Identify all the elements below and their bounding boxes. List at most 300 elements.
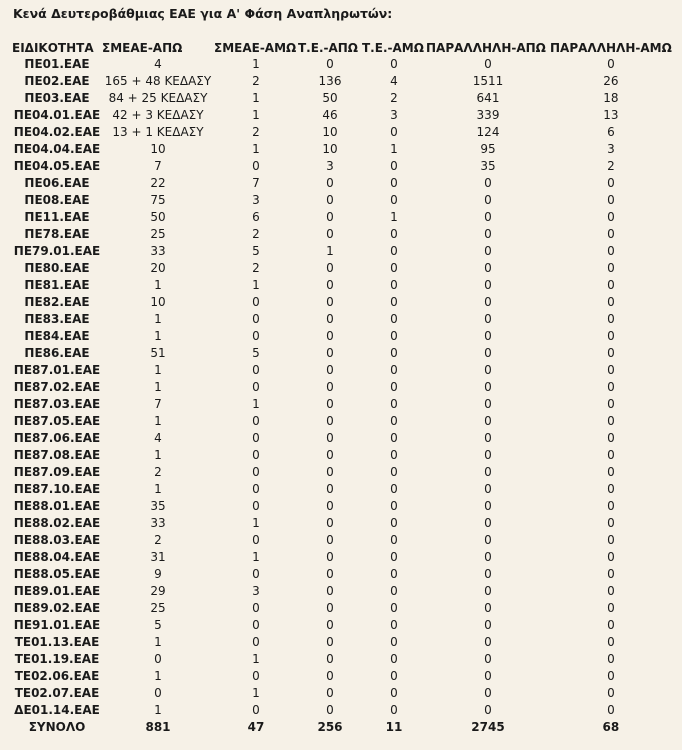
table-row	[12, 583, 672, 600]
cell-specialty: ΠΕ87.03.ΕΑΕ	[13, 397, 101, 411]
table-body	[12, 56, 672, 719]
cell-te-amo: 1	[390, 142, 398, 156]
cell-smeae-apo: 35	[150, 499, 166, 513]
cell-parallili-amo: 0	[607, 193, 615, 207]
cell-te-amo: 0	[390, 329, 398, 343]
cell-parallili-amo: 13	[603, 108, 619, 122]
cell-te-amo: 0	[390, 312, 398, 326]
cell-smeae-amo: 0	[252, 482, 260, 496]
cell-te-apo: 50	[322, 91, 338, 105]
cell-smeae-amo: 0	[252, 380, 260, 394]
cell-te-apo: 10	[322, 142, 338, 156]
cell-parallili-amo: 0	[607, 584, 615, 598]
cell-smeae-amo: 1	[252, 108, 260, 122]
cell-specialty: ΤΕ02.07.ΕΑΕ	[14, 686, 100, 700]
cell-specialty: ΠΕ02.ΕΑΕ	[24, 74, 90, 88]
cell-parallili-amo: 0	[607, 329, 615, 343]
col-header-te-amo: Τ.Ε.-ΑΜΩ	[362, 41, 424, 55]
cell-te-apo: 0	[326, 703, 334, 717]
table-row	[12, 175, 672, 192]
cell-parallili-apo: 1511	[472, 74, 504, 88]
cell-smeae-amo: 0	[252, 635, 260, 649]
cell-smeae-amo: 0	[252, 431, 260, 445]
cell-te-apo: 0	[326, 550, 334, 564]
cell-smeae-amo: 0	[252, 567, 260, 581]
cell-te-apo: 0	[326, 635, 334, 649]
cell-te-amo: 0	[390, 448, 398, 462]
cell-smeae-amo: 0	[252, 312, 260, 326]
cell-te-apo: 0	[326, 380, 334, 394]
cell-specialty: ΠΕ91.01.ΕΑΕ	[13, 618, 101, 632]
cell-parallili-amo: 18	[603, 91, 619, 105]
cell-te-apo: 0	[326, 261, 334, 275]
cell-smeae-apo: 51	[150, 346, 166, 360]
cell-smeae-amo: 1	[252, 652, 260, 666]
cell-smeae-apo: 1	[154, 635, 162, 649]
cell-parallili-amo: 0	[607, 227, 615, 241]
table-row	[12, 260, 672, 277]
cell-parallili-amo: 0	[607, 465, 615, 479]
table-row	[12, 532, 672, 549]
cell-te-amo: 0	[390, 125, 398, 139]
cell-specialty: ΠΕ89.02.ΕΑΕ	[13, 601, 101, 615]
col-header-specialty: ΕΙΔΙΚΟΤΗΤΑ	[12, 41, 94, 55]
table-header-row	[12, 40, 672, 56]
cell-specialty: ΠΕ01.ΕΑΕ	[24, 57, 90, 71]
table-row	[12, 209, 672, 226]
cell-te-apo: 0	[326, 448, 334, 462]
cell-parallili-amo: 0	[607, 482, 615, 496]
cell-parallili-amo: 0	[607, 210, 615, 224]
table-row	[12, 311, 672, 328]
cell-te-amo: 0	[390, 533, 398, 547]
cell-parallili-apo: 0	[484, 397, 492, 411]
cell-specialty: ΠΕ88.03.ΕΑΕ	[13, 533, 101, 547]
cell-parallili-amo: 0	[607, 686, 615, 700]
col-header-smeae-apo: ΣΜΕΑΕ-ΑΠΩ	[102, 41, 183, 55]
cell-te-apo: 0	[326, 210, 334, 224]
cell-smeae-apo: 29	[150, 584, 166, 598]
cell-te-amo: 0	[390, 193, 398, 207]
cell-smeae-apo: 1	[154, 669, 162, 683]
cell-parallili-amo: 6	[607, 125, 615, 139]
cell-smeae-apo: 5	[154, 618, 162, 632]
cell-specialty: ΠΕ87.08.ΕΑΕ	[13, 448, 101, 462]
cell-parallili-apo: 0	[484, 312, 492, 326]
table-row	[12, 600, 672, 617]
table-row	[12, 634, 672, 651]
cell-smeae-amo: 1	[252, 142, 260, 156]
cell-smeae-apo: 31	[150, 550, 166, 564]
cell-smeae-amo: 0	[252, 618, 260, 632]
cell-parallili-apo: 0	[484, 516, 492, 530]
cell-specialty: ΠΕ78.ΕΑΕ	[24, 227, 90, 241]
table-row	[12, 702, 672, 719]
cell-te-amo: 0	[390, 431, 398, 445]
cell-smeae-amo: 1	[252, 550, 260, 564]
cell-smeae-apo: 9	[154, 567, 162, 581]
cell-parallili-apo: 0	[484, 414, 492, 428]
cell-specialty: ΠΕ11.ΕΑΕ	[24, 210, 90, 224]
cell-smeae-apo: 2	[154, 533, 162, 547]
cell-specialty: ΠΕ04.04.ΕΑΕ	[13, 142, 101, 156]
cell-smeae-apo: 1	[154, 482, 162, 496]
cell-specialty: ΠΕ87.05.ΕΑΕ	[13, 414, 101, 428]
cell-specialty: ΠΕ88.04.ΕΑΕ	[13, 550, 101, 564]
cell-specialty: ΠΕ87.01.ΕΑΕ	[13, 363, 101, 377]
cell-te-amo: 0	[390, 227, 398, 241]
cell-smeae-apo: 4	[154, 57, 162, 71]
cell-specialty: ΠΕ86.ΕΑΕ	[24, 346, 90, 360]
cell-te-apo: 0	[326, 176, 334, 190]
cell-te-apo: 0	[326, 312, 334, 326]
cell-smeae-amo: 0	[252, 601, 260, 615]
cell-parallili-apo: 0	[484, 57, 492, 71]
cell-parallili-apo: 0	[484, 465, 492, 479]
cell-parallili-apo: 0	[484, 601, 492, 615]
cell-te-amo: 0	[390, 652, 398, 666]
cell-specialty: ΠΕ87.02.ΕΑΕ	[13, 380, 101, 394]
cell-parallili-amo: 0	[607, 244, 615, 258]
table-row	[12, 124, 672, 141]
cell-te-amo: 0	[390, 465, 398, 479]
cell-te-amo: 0	[390, 159, 398, 173]
cell-parallili-apo: 0	[484, 346, 492, 360]
cell-smeae-apo: 1	[154, 703, 162, 717]
cell-smeae-amo: 1	[252, 516, 260, 530]
cell-smeae-apo: 0	[154, 652, 162, 666]
cell-te-apo: 0	[326, 57, 334, 71]
cell-smeae-amo: 0	[252, 363, 260, 377]
cell-te-apo: 46	[322, 108, 338, 122]
cell-specialty: ΠΕ04.05.ΕΑΕ	[13, 159, 101, 173]
table-row	[12, 685, 672, 702]
cell-specialty: ΠΕ87.06.ΕΑΕ	[13, 431, 101, 445]
cell-te-amo: 0	[390, 635, 398, 649]
cell-smeae-amo: 2	[252, 227, 260, 241]
cell-parallili-amo: 0	[607, 176, 615, 190]
cell-smeae-apo: 25	[150, 601, 166, 615]
cell-smeae-apo: 2	[154, 465, 162, 479]
col-header-parallili-apo: ΠΑΡΑΛΛΗΛΗ-ΑΠΩ	[426, 41, 546, 55]
cell-specialty: ΤΕ01.13.ΕΑΕ	[14, 635, 100, 649]
cell-te-apo: 0	[326, 499, 334, 513]
cell-parallili-apo: 0	[484, 703, 492, 717]
table-row	[12, 668, 672, 685]
total-parallili-amo: 68	[602, 720, 620, 734]
cell-parallili-amo: 0	[607, 414, 615, 428]
cell-smeae-apo: 4	[154, 431, 162, 445]
cell-smeae-amo: 0	[252, 499, 260, 513]
total-row	[12, 719, 672, 736]
cell-te-apo: 0	[326, 397, 334, 411]
cell-te-amo: 0	[390, 601, 398, 615]
cell-te-apo: 0	[326, 516, 334, 530]
cell-parallili-amo: 0	[607, 601, 615, 615]
cell-te-apo: 0	[326, 363, 334, 377]
table-row	[12, 566, 672, 583]
cell-te-amo: 0	[390, 567, 398, 581]
cell-parallili-apo: 0	[484, 227, 492, 241]
table-row	[12, 515, 672, 532]
cell-te-amo: 2	[390, 91, 398, 105]
cell-te-amo: 0	[390, 703, 398, 717]
cell-smeae-apo: 7	[154, 397, 162, 411]
cell-smeae-amo: 7	[252, 176, 260, 190]
cell-te-amo: 0	[390, 516, 398, 530]
cell-smeae-amo: 0	[252, 669, 260, 683]
cell-te-amo: 0	[390, 499, 398, 513]
cell-parallili-amo: 0	[607, 703, 615, 717]
cell-te-apo: 3	[326, 159, 334, 173]
cell-parallili-apo: 0	[484, 278, 492, 292]
cell-smeae-amo: 1	[252, 278, 260, 292]
cell-parallili-amo: 0	[607, 669, 615, 683]
table-row	[12, 447, 672, 464]
cell-parallili-amo: 0	[607, 312, 615, 326]
cell-parallili-apo: 0	[484, 635, 492, 649]
cell-smeae-apo: 1	[154, 363, 162, 377]
cell-te-apo: 0	[326, 686, 334, 700]
table-row	[12, 362, 672, 379]
table-row	[12, 549, 672, 566]
cell-specialty: ΤΕ02.06.ΕΑΕ	[14, 669, 100, 683]
cell-specialty: ΠΕ84.ΕΑΕ	[24, 329, 90, 343]
cell-parallili-apo: 0	[484, 210, 492, 224]
col-header-parallili-amo: ΠΑΡΑΛΛΗΛΗ-ΑΜΩ	[550, 41, 672, 55]
cell-parallili-apo: 0	[484, 176, 492, 190]
total-smeae-apo: 881	[145, 720, 171, 734]
cell-specialty: ΠΕ83.ΕΑΕ	[24, 312, 90, 326]
cell-parallili-amo: 2	[607, 159, 615, 173]
cell-te-amo: 0	[390, 363, 398, 377]
cell-parallili-apo: 124	[476, 125, 500, 139]
cell-smeae-apo: 20	[150, 261, 166, 275]
cell-smeae-apo: 10	[150, 142, 166, 156]
table-row	[12, 464, 672, 481]
table-row	[12, 379, 672, 396]
cell-smeae-amo: 3	[252, 193, 260, 207]
cell-parallili-amo: 0	[607, 346, 615, 360]
cell-parallili-amo: 0	[607, 499, 615, 513]
cell-smeae-apo: 1	[154, 414, 162, 428]
cell-parallili-apo: 641	[476, 91, 500, 105]
cell-specialty: ΠΕ88.05.ΕΑΕ	[13, 567, 101, 581]
vacancies-table	[12, 40, 672, 736]
table-row	[12, 430, 672, 447]
cell-smeae-amo: 2	[252, 125, 260, 139]
cell-smeae-amo: 0	[252, 329, 260, 343]
cell-specialty: ΠΕ04.02.ΕΑΕ	[13, 125, 101, 139]
cell-parallili-apo: 0	[484, 533, 492, 547]
cell-smeae-amo: 0	[252, 703, 260, 717]
cell-parallili-apo: 0	[484, 482, 492, 496]
cell-parallili-apo: 0	[484, 295, 492, 309]
cell-smeae-apo: 84 + 25 ΚΕΔΑΣΥ	[108, 91, 208, 105]
cell-parallili-amo: 0	[607, 295, 615, 309]
cell-te-amo: 0	[390, 261, 398, 275]
cell-te-apo: 10	[322, 125, 338, 139]
cell-te-amo: 0	[390, 176, 398, 190]
cell-te-apo: 0	[326, 278, 334, 292]
cell-specialty: ΠΕ08.ΕΑΕ	[24, 193, 90, 207]
cell-specialty: ΠΕ82.ΕΑΕ	[24, 295, 90, 309]
cell-te-apo: 0	[326, 346, 334, 360]
cell-specialty: ΠΕ87.09.ΕΑΕ	[13, 465, 101, 479]
cell-te-apo: 136	[318, 74, 342, 88]
cell-parallili-amo: 26	[603, 74, 619, 88]
cell-specialty: ΠΕ79.01.ΕΑΕ	[13, 244, 101, 258]
cell-smeae-amo: 1	[252, 686, 260, 700]
cell-smeae-apo: 13 + 1 ΚΕΔΑΣΥ	[112, 125, 204, 139]
table-row	[12, 107, 672, 124]
cell-parallili-apo: 35	[480, 159, 496, 173]
cell-smeae-amo: 0	[252, 159, 260, 173]
table-row	[12, 413, 672, 430]
cell-smeae-apo: 165 + 48 ΚΕΔΑΣΥ	[104, 74, 212, 88]
cell-te-apo: 0	[326, 533, 334, 547]
cell-smeae-amo: 2	[252, 74, 260, 88]
cell-smeae-apo: 42 + 3 ΚΕΔΑΣΥ	[112, 108, 204, 122]
table-row	[12, 90, 672, 107]
cell-smeae-amo: 0	[252, 448, 260, 462]
cell-te-amo: 0	[390, 669, 398, 683]
cell-smeae-apo: 0	[154, 686, 162, 700]
cell-smeae-apo: 1	[154, 312, 162, 326]
cell-smeae-apo: 10	[150, 295, 166, 309]
cell-te-apo: 0	[326, 601, 334, 615]
cell-parallili-amo: 0	[607, 567, 615, 581]
table-row	[12, 481, 672, 498]
cell-parallili-apo: 0	[484, 329, 492, 343]
cell-smeae-amo: 0	[252, 533, 260, 547]
cell-te-amo: 0	[390, 346, 398, 360]
cell-smeae-amo: 6	[252, 210, 260, 224]
cell-te-apo: 0	[326, 227, 334, 241]
cell-smeae-amo: 3	[252, 584, 260, 598]
cell-specialty: ΠΕ88.01.ΕΑΕ	[13, 499, 101, 513]
cell-smeae-amo: 5	[252, 346, 260, 360]
cell-parallili-amo: 0	[607, 448, 615, 462]
cell-te-apo: 0	[326, 193, 334, 207]
cell-parallili-apo: 0	[484, 244, 492, 258]
cell-te-amo: 0	[390, 295, 398, 309]
cell-te-amo: 1	[390, 210, 398, 224]
cell-te-apo: 0	[326, 567, 334, 581]
cell-parallili-amo: 0	[607, 278, 615, 292]
cell-te-amo: 3	[390, 108, 398, 122]
cell-specialty: ΠΕ81.ΕΑΕ	[24, 278, 90, 292]
table-row	[12, 192, 672, 209]
cell-te-apo: 0	[326, 669, 334, 683]
cell-parallili-apo: 0	[484, 380, 492, 394]
cell-specialty: ΠΕ88.02.ΕΑΕ	[13, 516, 101, 530]
cell-te-apo: 0	[326, 482, 334, 496]
cell-te-amo: 0	[390, 618, 398, 632]
cell-parallili-apo: 0	[484, 618, 492, 632]
cell-parallili-amo: 0	[607, 550, 615, 564]
cell-te-apo: 0	[326, 618, 334, 632]
cell-parallili-apo: 339	[476, 108, 500, 122]
cell-te-apo: 0	[326, 414, 334, 428]
cell-parallili-apo: 0	[484, 363, 492, 377]
cell-parallili-apo: 0	[484, 567, 492, 581]
cell-parallili-amo: 0	[607, 635, 615, 649]
cell-te-apo: 0	[326, 465, 334, 479]
table-row	[12, 617, 672, 634]
page-title: Κενά Δευτεροβάθμιας ΕΑΕ για Α' Φάση Αναπληρωτών:	[13, 6, 393, 21]
cell-smeae-apo: 7	[154, 159, 162, 173]
cell-te-amo: 0	[390, 397, 398, 411]
cell-te-amo: 0	[390, 244, 398, 258]
cell-smeae-apo: 1	[154, 329, 162, 343]
cell-te-apo: 0	[326, 295, 334, 309]
total-label: ΣΥΝΟΛΟ	[28, 720, 86, 734]
cell-specialty: ΠΕ04.01.ΕΑΕ	[13, 108, 101, 122]
cell-parallili-amo: 0	[607, 652, 615, 666]
cell-parallili-amo: 0	[607, 533, 615, 547]
cell-parallili-apo: 0	[484, 584, 492, 598]
cell-smeae-apo: 1	[154, 448, 162, 462]
cell-smeae-apo: 25	[150, 227, 166, 241]
table-row	[12, 243, 672, 260]
cell-smeae-apo: 22	[150, 176, 166, 190]
cell-specialty: ΠΕ89.01.ΕΑΕ	[13, 584, 101, 598]
cell-te-apo: 1	[326, 244, 334, 258]
cell-parallili-apo: 0	[484, 261, 492, 275]
cell-parallili-apo: 0	[484, 448, 492, 462]
cell-parallili-amo: 3	[607, 142, 615, 156]
col-header-smeae-amo: ΣΜΕΑΕ-ΑΜΩ	[214, 41, 297, 55]
total-te-amo: 11	[385, 720, 403, 734]
cell-te-amo: 0	[390, 482, 398, 496]
cell-parallili-amo: 0	[607, 57, 615, 71]
cell-smeae-amo: 1	[252, 397, 260, 411]
table-row	[12, 73, 672, 90]
cell-parallili-amo: 0	[607, 516, 615, 530]
cell-te-amo: 4	[390, 74, 398, 88]
cell-parallili-apo: 0	[484, 669, 492, 683]
cell-te-amo: 0	[390, 278, 398, 292]
table-row	[12, 328, 672, 345]
cell-parallili-apo: 0	[484, 193, 492, 207]
cell-te-apo: 0	[326, 329, 334, 343]
cell-smeae-amo: 0	[252, 465, 260, 479]
cell-parallili-apo: 0	[484, 550, 492, 564]
cell-smeae-apo: 75	[150, 193, 166, 207]
cell-smeae-amo: 5	[252, 244, 260, 258]
cell-te-apo: 0	[326, 431, 334, 445]
cell-specialty: ΠΕ03.ΕΑΕ	[24, 91, 90, 105]
cell-smeae-apo: 1	[154, 380, 162, 394]
cell-te-amo: 0	[390, 414, 398, 428]
cell-parallili-amo: 0	[607, 261, 615, 275]
cell-smeae-amo: 0	[252, 295, 260, 309]
cell-te-amo: 0	[390, 550, 398, 564]
cell-parallili-amo: 0	[607, 431, 615, 445]
cell-smeae-amo: 1	[252, 57, 260, 71]
cell-smeae-apo: 33	[150, 244, 166, 258]
cell-smeae-amo: 0	[252, 414, 260, 428]
cell-smeae-amo: 2	[252, 261, 260, 275]
cell-parallili-apo: 0	[484, 431, 492, 445]
cell-smeae-apo: 1	[154, 278, 162, 292]
cell-specialty: ΠΕ80.ΕΑΕ	[24, 261, 90, 275]
cell-parallili-amo: 0	[607, 380, 615, 394]
cell-te-apo: 0	[326, 584, 334, 598]
table-row	[12, 498, 672, 515]
cell-parallili-amo: 0	[607, 397, 615, 411]
